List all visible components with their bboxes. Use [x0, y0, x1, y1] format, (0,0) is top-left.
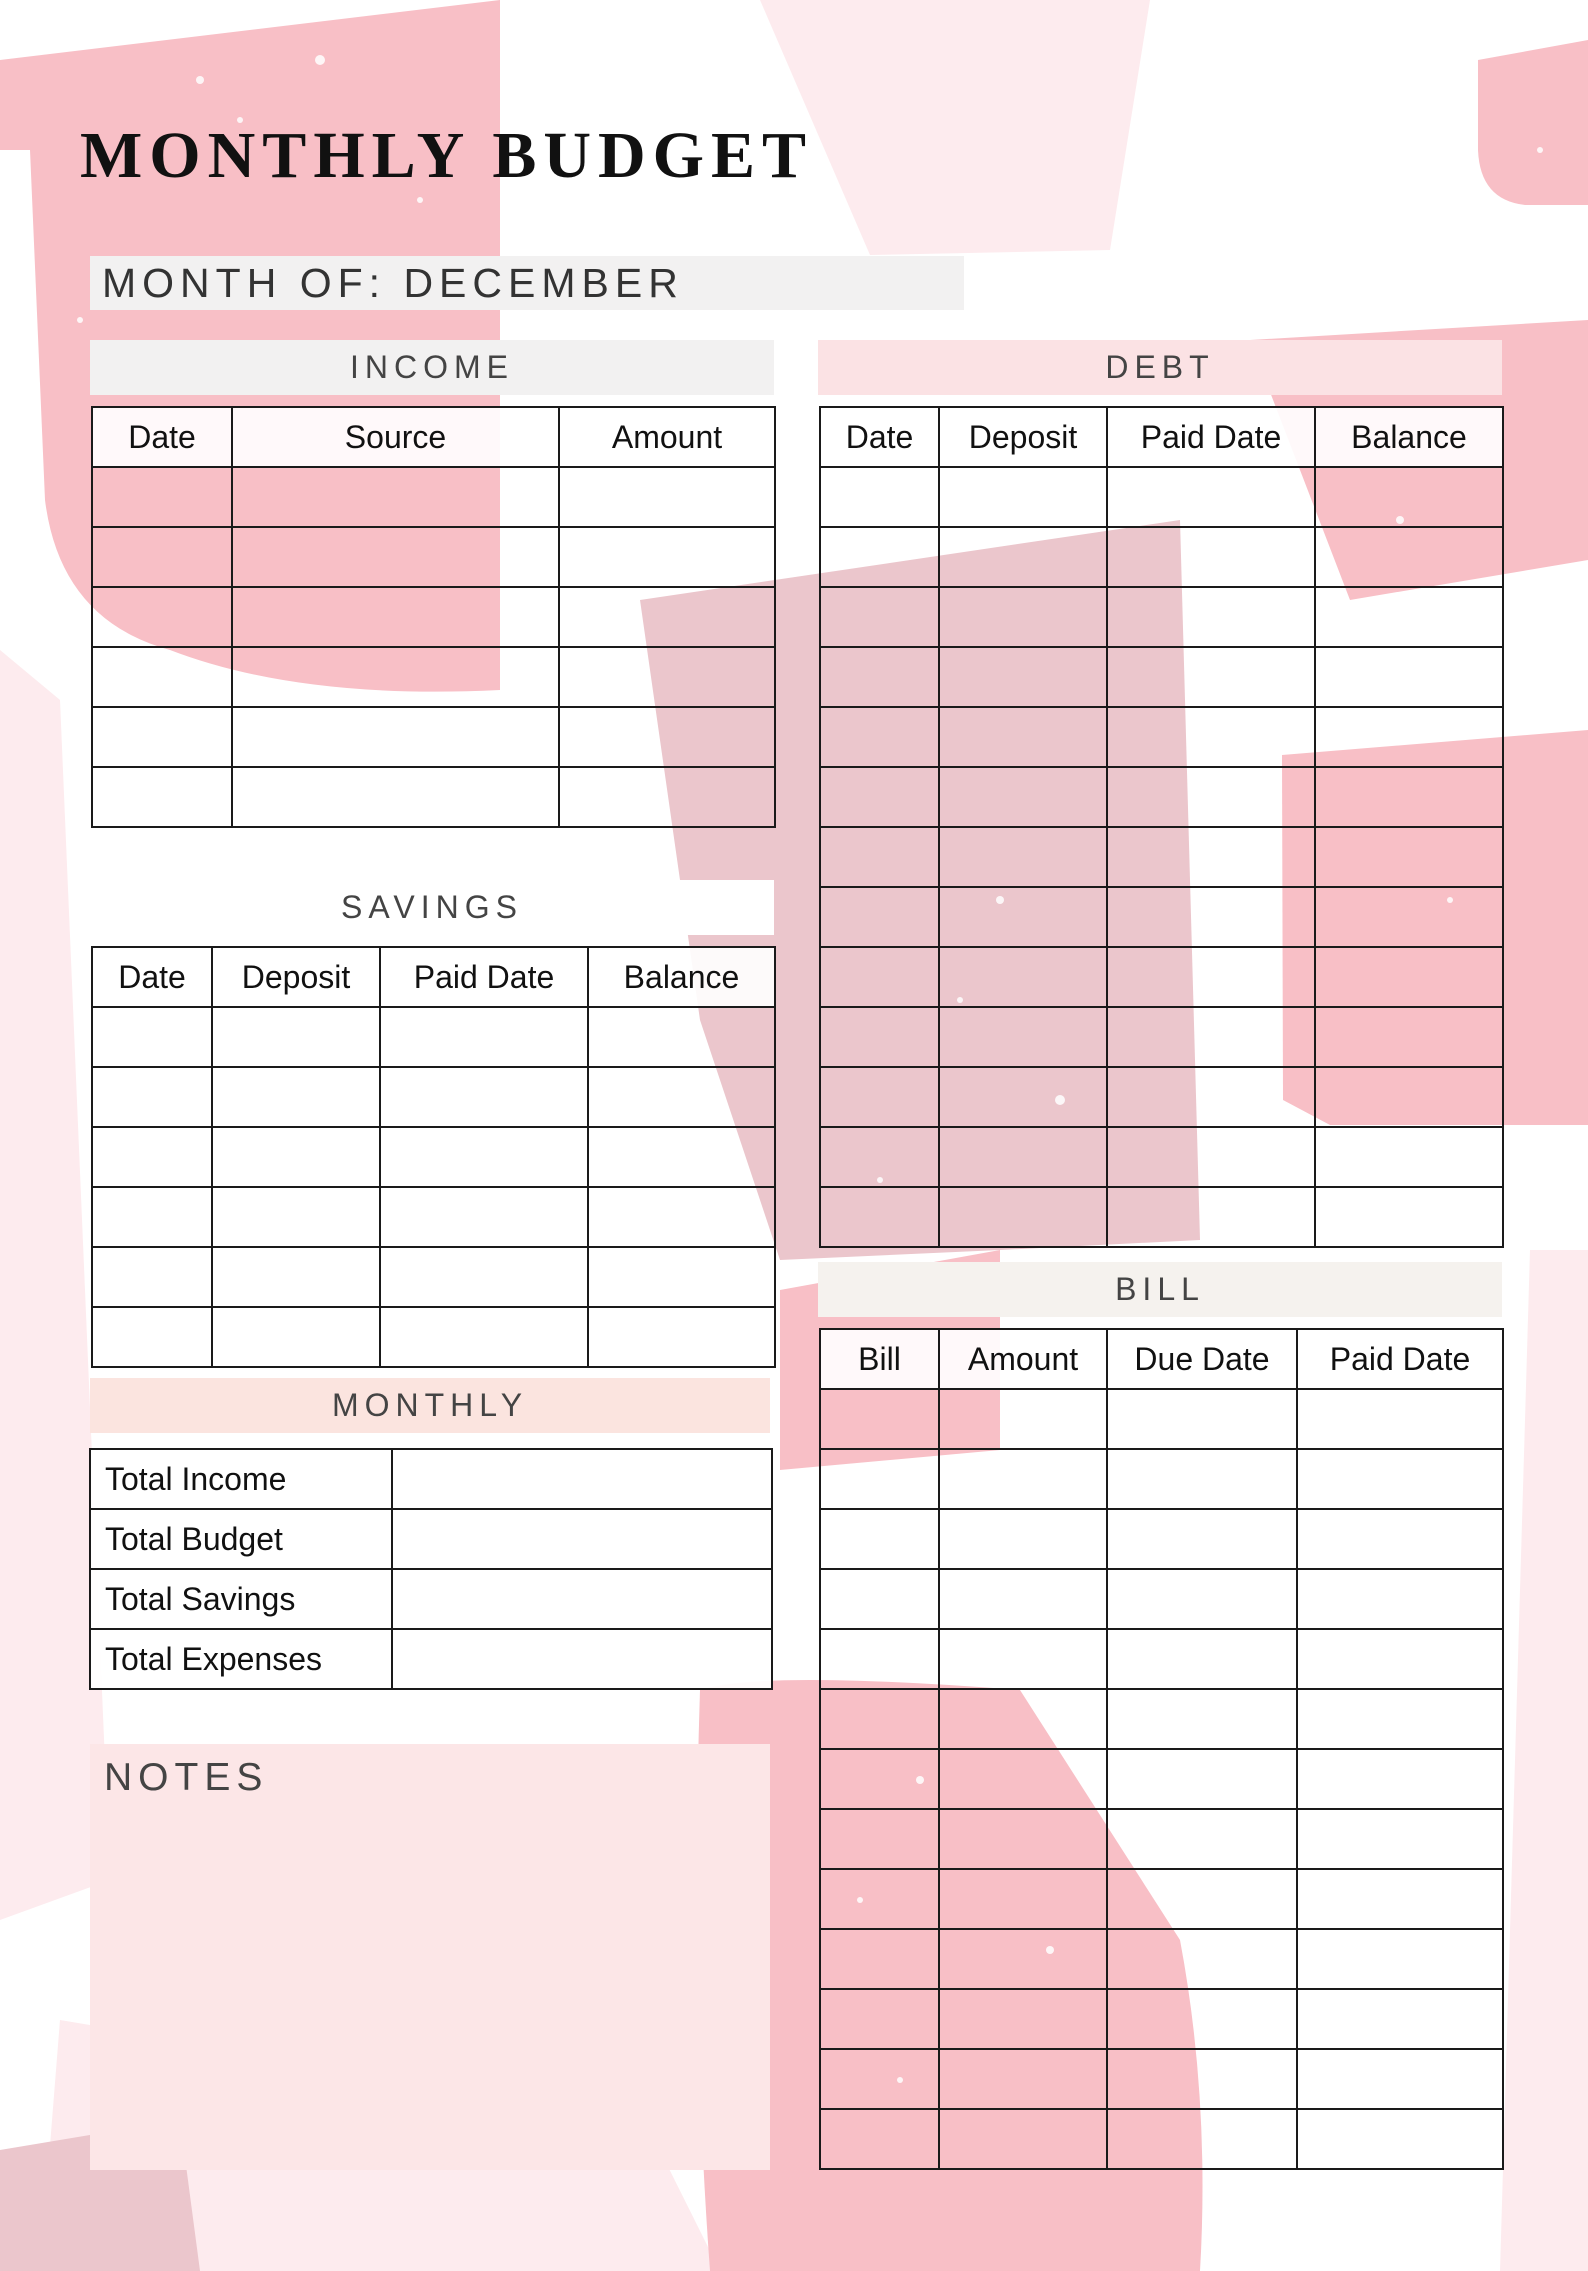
- table-cell[interactable]: [1315, 767, 1503, 827]
- table-cell[interactable]: [1315, 1127, 1503, 1187]
- table-cell[interactable]: [939, 1809, 1107, 1869]
- bill-row: [820, 1449, 1503, 1509]
- table-cell[interactable]: [1107, 1749, 1297, 1809]
- table-cell[interactable]: [939, 1989, 1107, 2049]
- debt-col-balance: Balance: [1315, 407, 1503, 467]
- table-cell[interactable]: [1297, 1449, 1503, 1509]
- table-cell[interactable]: [820, 1869, 939, 1929]
- bill-row: [820, 1989, 1503, 2049]
- savings-col-deposit: Deposit: [212, 947, 380, 1007]
- total-expenses-value[interactable]: [392, 1629, 772, 1689]
- total-income-value[interactable]: [392, 1449, 772, 1509]
- table-cell[interactable]: [1315, 1067, 1503, 1127]
- table-cell[interactable]: [939, 1629, 1107, 1689]
- table-cell[interactable]: [212, 1127, 380, 1187]
- bill-row: [820, 1689, 1503, 1749]
- table-cell[interactable]: [588, 1247, 775, 1307]
- debt-row: [820, 767, 1503, 827]
- table-cell[interactable]: [820, 1389, 939, 1449]
- bill-col-bill: Bill: [820, 1329, 939, 1389]
- income-row: [92, 527, 775, 587]
- table-cell[interactable]: [559, 707, 775, 767]
- table-cell[interactable]: [1107, 1569, 1297, 1629]
- debt-row: [820, 467, 1503, 527]
- table-cell[interactable]: [92, 707, 232, 767]
- table-cell[interactable]: [380, 1247, 588, 1307]
- table-cell[interactable]: [1297, 1629, 1503, 1689]
- table-cell[interactable]: [1107, 707, 1315, 767]
- table-cell[interactable]: [588, 1187, 775, 1247]
- debt-table: [819, 406, 1504, 1248]
- table-cell[interactable]: [1297, 1989, 1503, 2049]
- table-cell[interactable]: [820, 947, 939, 1007]
- table-cell[interactable]: [1107, 827, 1315, 887]
- table-cell[interactable]: [1107, 1067, 1315, 1127]
- table-cell[interactable]: [92, 767, 232, 827]
- table-cell[interactable]: [820, 647, 939, 707]
- table-cell[interactable]: [559, 587, 775, 647]
- page-title: MONTHLY BUDGET: [80, 119, 814, 192]
- total-savings-value[interactable]: [392, 1569, 772, 1629]
- table-cell[interactable]: [1107, 767, 1315, 827]
- table-cell[interactable]: [232, 527, 559, 587]
- savings-col-date: Date: [92, 947, 212, 1007]
- table-cell[interactable]: [92, 587, 232, 647]
- debt-col-date: Date: [820, 407, 939, 467]
- table-cell[interactable]: [588, 1307, 775, 1367]
- bill-col-paid-date: Paid Date: [1297, 1329, 1503, 1389]
- table-cell[interactable]: [820, 1809, 939, 1869]
- month-of-field[interactable]: [90, 256, 964, 310]
- table-cell[interactable]: [820, 887, 939, 947]
- month-of-label: MONTH OF:: [102, 259, 387, 306]
- table-cell[interactable]: [588, 1127, 775, 1187]
- income-col-source: Source: [232, 407, 559, 467]
- monthly-row-total-expenses: [90, 1629, 772, 1689]
- debt-row: [820, 1127, 1503, 1187]
- table-cell[interactable]: [1107, 1449, 1297, 1509]
- table-cell[interactable]: [1315, 947, 1503, 1007]
- table-cell[interactable]: [380, 1127, 588, 1187]
- table-cell[interactable]: [820, 1187, 939, 1247]
- table-cell[interactable]: [92, 647, 232, 707]
- debt-row: [820, 827, 1503, 887]
- table-cell[interactable]: [1107, 1989, 1297, 2049]
- table-cell[interactable]: [92, 1067, 212, 1127]
- table-cell[interactable]: [1107, 1809, 1297, 1869]
- table-cell[interactable]: [1297, 1689, 1503, 1749]
- savings-row: [92, 1127, 775, 1187]
- table-cell[interactable]: [939, 767, 1107, 827]
- income-col-amount: Amount: [559, 407, 775, 467]
- bill-row: [820, 1509, 1503, 1569]
- table-cell[interactable]: [1107, 1127, 1315, 1187]
- table-cell[interactable]: [1297, 1509, 1503, 1569]
- table-cell[interactable]: [820, 1127, 939, 1187]
- table-cell[interactable]: [1107, 1187, 1315, 1247]
- table-cell[interactable]: [559, 767, 775, 827]
- debt-row: [820, 947, 1503, 1007]
- table-cell[interactable]: [1107, 1007, 1315, 1067]
- table-cell[interactable]: [820, 767, 939, 827]
- table-cell[interactable]: [939, 707, 1107, 767]
- income-col-date: Date: [92, 407, 232, 467]
- table-cell[interactable]: [820, 527, 939, 587]
- debt-row: [820, 887, 1503, 947]
- table-cell[interactable]: [820, 587, 939, 647]
- table-cell[interactable]: [939, 467, 1107, 527]
- table-cell[interactable]: [380, 1067, 588, 1127]
- table-cell[interactable]: [939, 947, 1107, 1007]
- debt-row: [820, 527, 1503, 587]
- savings-row: [92, 1247, 775, 1307]
- table-cell[interactable]: [92, 1307, 212, 1367]
- savings-row: [92, 1067, 775, 1127]
- table-cell[interactable]: [1315, 1007, 1503, 1067]
- table-cell[interactable]: [820, 1509, 939, 1569]
- table-cell[interactable]: [820, 1067, 939, 1127]
- table-cell[interactable]: [559, 527, 775, 587]
- income-table: [91, 406, 776, 828]
- debt-col-deposit: Deposit: [939, 407, 1107, 467]
- table-cell[interactable]: [939, 1869, 1107, 1929]
- bill-col-due-date: Due Date: [1107, 1329, 1297, 1389]
- table-cell[interactable]: [588, 1007, 775, 1067]
- savings-col-balance: Balance: [588, 947, 775, 1007]
- bill-row: [820, 1749, 1503, 1809]
- table-cell[interactable]: [820, 707, 939, 767]
- table-cell[interactable]: [1297, 1569, 1503, 1629]
- table-cell[interactable]: [1297, 1389, 1503, 1449]
- table-cell[interactable]: [92, 1127, 212, 1187]
- table-cell[interactable]: [820, 1629, 939, 1689]
- bill-row: [820, 1389, 1503, 1449]
- total-budget-value[interactable]: [392, 1509, 772, 1569]
- total-savings-label: Total Savings: [90, 1569, 392, 1629]
- income-row: [92, 707, 775, 767]
- table-cell[interactable]: [820, 2049, 939, 2109]
- monthly-row-total-income: [90, 1449, 772, 1509]
- table-cell[interactable]: [1297, 1809, 1503, 1869]
- table-cell[interactable]: [212, 1187, 380, 1247]
- savings-heading: SAVINGS: [90, 880, 774, 935]
- debt-row: [820, 647, 1503, 707]
- table-cell[interactable]: [559, 647, 775, 707]
- table-cell[interactable]: [212, 1307, 380, 1367]
- table-cell[interactable]: [820, 1569, 939, 1629]
- bill-row: [820, 1869, 1503, 1929]
- table-cell[interactable]: [820, 467, 939, 527]
- income-row: [92, 767, 775, 827]
- table-cell[interactable]: [820, 1689, 939, 1749]
- table-cell[interactable]: [1107, 1689, 1297, 1749]
- income-row: [92, 467, 775, 527]
- monthly-heading: MONTHLY: [90, 1378, 770, 1433]
- table-cell[interactable]: [1315, 647, 1503, 707]
- table-cell[interactable]: [1107, 1629, 1297, 1689]
- total-income-label: Total Income: [90, 1449, 392, 1509]
- bill-row: [820, 2109, 1503, 2169]
- table-cell[interactable]: [92, 1007, 212, 1067]
- table-cell[interactable]: [1297, 1929, 1503, 1989]
- income-row: [92, 587, 775, 647]
- table-cell[interactable]: [820, 2109, 939, 2169]
- bill-row: [820, 1629, 1503, 1689]
- bill-row: [820, 1929, 1503, 1989]
- table-cell[interactable]: [820, 1749, 939, 1809]
- table-cell[interactable]: [939, 1689, 1107, 1749]
- table-cell[interactable]: [939, 1509, 1107, 1569]
- table-cell[interactable]: [232, 767, 559, 827]
- table-cell[interactable]: [232, 467, 559, 527]
- bill-col-amount: Amount: [939, 1329, 1107, 1389]
- table-cell[interactable]: [588, 1067, 775, 1127]
- table-cell[interactable]: [939, 1127, 1107, 1187]
- bill-heading: BILL: [818, 1262, 1502, 1317]
- table-cell[interactable]: [1107, 1389, 1297, 1449]
- table-cell[interactable]: [939, 1749, 1107, 1809]
- table-cell[interactable]: [939, 1569, 1107, 1629]
- table-cell[interactable]: [92, 1247, 212, 1307]
- table-cell[interactable]: [1107, 1929, 1297, 1989]
- savings-row: [92, 1307, 775, 1367]
- table-cell[interactable]: [1107, 647, 1315, 707]
- debt-row: [820, 707, 1503, 767]
- bill-row: [820, 2049, 1503, 2109]
- table-cell[interactable]: [820, 1989, 939, 2049]
- table-cell[interactable]: [232, 647, 559, 707]
- table-cell[interactable]: [212, 1067, 380, 1127]
- table-cell[interactable]: [1107, 1509, 1297, 1569]
- table-cell[interactable]: [1107, 2109, 1297, 2169]
- table-cell[interactable]: [212, 1007, 380, 1067]
- monthly-row-total-budget: [90, 1509, 772, 1569]
- table-cell[interactable]: [939, 1067, 1107, 1127]
- table-cell[interactable]: [939, 587, 1107, 647]
- table-cell[interactable]: [939, 887, 1107, 947]
- table-cell[interactable]: [820, 1449, 939, 1509]
- table-cell[interactable]: [1297, 2109, 1503, 2169]
- table-cell[interactable]: [939, 1929, 1107, 1989]
- savings-row: [92, 1187, 775, 1247]
- income-row: [92, 647, 775, 707]
- table-cell[interactable]: [939, 527, 1107, 587]
- table-cell[interactable]: [380, 1307, 588, 1367]
- table-cell[interactable]: [232, 707, 559, 767]
- table-cell[interactable]: [232, 587, 559, 647]
- notes-heading: NOTES: [104, 1756, 269, 1799]
- table-cell[interactable]: [820, 1929, 939, 1989]
- table-cell[interactable]: [1315, 707, 1503, 767]
- table-cell[interactable]: [380, 1187, 588, 1247]
- savings-row: [92, 1007, 775, 1067]
- debt-row: [820, 1067, 1503, 1127]
- debt-col-paid-date: Paid Date: [1107, 407, 1315, 467]
- table-cell[interactable]: [1107, 527, 1315, 587]
- table-cell[interactable]: [820, 827, 939, 887]
- savings-col-paid-date: Paid Date: [380, 947, 588, 1007]
- debt-row: [820, 1187, 1503, 1247]
- table-cell[interactable]: [212, 1247, 380, 1307]
- table-cell[interactable]: [1315, 467, 1503, 527]
- table-cell[interactable]: [1107, 1869, 1297, 1929]
- table-cell[interactable]: [1107, 2049, 1297, 2109]
- table-cell[interactable]: [559, 467, 775, 527]
- debt-row: [820, 587, 1503, 647]
- table-cell[interactable]: [939, 2109, 1107, 2169]
- bill-row: [820, 1569, 1503, 1629]
- table-cell[interactable]: [1297, 2049, 1503, 2109]
- income-heading: INCOME: [90, 340, 774, 395]
- monthly-row-total-savings: [90, 1569, 772, 1629]
- month-value[interactable]: DECEMBER: [403, 259, 684, 306]
- table-cell[interactable]: [92, 527, 232, 587]
- debt-heading: DEBT: [818, 340, 1502, 395]
- table-cell[interactable]: [1107, 947, 1315, 1007]
- table-cell[interactable]: [1107, 887, 1315, 947]
- table-cell[interactable]: [820, 1007, 939, 1067]
- table-cell[interactable]: [92, 1187, 212, 1247]
- table-cell[interactable]: [1107, 467, 1315, 527]
- debt-row: [820, 1007, 1503, 1067]
- table-cell[interactable]: [380, 1007, 588, 1067]
- table-cell[interactable]: [1315, 827, 1503, 887]
- bill-table: [819, 1328, 1504, 2170]
- table-cell[interactable]: [939, 1007, 1107, 1067]
- table-cell[interactable]: [92, 467, 232, 527]
- table-cell[interactable]: [1315, 587, 1503, 647]
- table-cell[interactable]: [1107, 587, 1315, 647]
- total-expenses-label: Total Expenses: [90, 1629, 392, 1689]
- table-cell[interactable]: [1297, 1869, 1503, 1929]
- bill-row: [820, 1809, 1503, 1869]
- table-cell[interactable]: [1297, 1749, 1503, 1809]
- table-cell[interactable]: [939, 1187, 1107, 1247]
- table-cell[interactable]: [1315, 527, 1503, 587]
- table-cell[interactable]: [939, 1449, 1107, 1509]
- table-cell[interactable]: [939, 827, 1107, 887]
- notes-box[interactable]: [90, 1744, 770, 2170]
- monthly-totals-table: [89, 1448, 773, 1690]
- table-cell[interactable]: [1315, 1187, 1503, 1247]
- total-budget-label: Total Budget: [90, 1509, 392, 1569]
- table-cell[interactable]: [1315, 887, 1503, 947]
- table-cell[interactable]: [939, 2049, 1107, 2109]
- savings-table: [91, 946, 776, 1368]
- table-cell[interactable]: [939, 647, 1107, 707]
- table-cell[interactable]: [939, 1389, 1107, 1449]
